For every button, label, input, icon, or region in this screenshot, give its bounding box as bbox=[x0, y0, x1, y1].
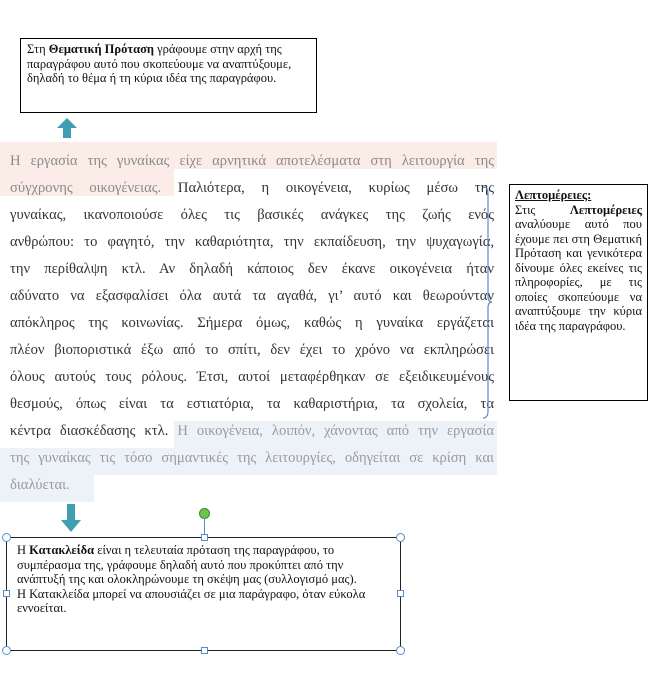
closing-note: Η Κατακλείδα μπορεί να απουσιάζει σε μια παράγραφο, όταν εύκολα εννοείται. bbox=[17, 586, 366, 615]
paragraph-line: θεσμούς, όπως είναι τα εστιατόρια, τα καθαριστήρια, τα σχολεία, τα bbox=[10, 396, 494, 412]
paragraph-line: σύγχρονης οικογένειας. Παλιότερα, η οικογένεια, κυρίως μέσω της bbox=[10, 180, 494, 196]
resize-handle-bottom-right[interactable] bbox=[396, 646, 405, 655]
details-prefix: Στις bbox=[515, 202, 570, 217]
paragraph-line: όλους αυτούς τους ρόλους. Έτσι, αυτοί μεταφέρθηκαν σε εξειδικευμένους bbox=[10, 369, 494, 385]
details-description: αναλύουμε αυτό που έχουμε πει στη Θεματική Πρόταση και γενικότερα δίνουμε όλες εκείνες τις πληροφορίες, με τις οποίες σκοπεύουμε να αναπτύξουμε την κύρια ιδέα της παραγράφου. bbox=[515, 217, 642, 333]
topic-prefix: Στη bbox=[27, 42, 49, 56]
closing-sentence-box[interactable] bbox=[6, 537, 401, 651]
topic-term: Θεματική Πρόταση bbox=[48, 42, 154, 56]
topic-sentence-box bbox=[20, 38, 317, 113]
closing-term: Κατακλείδα bbox=[29, 543, 95, 557]
resize-handle-top-right[interactable] bbox=[396, 533, 405, 542]
paragraph-line: της γυναίκας τις τόσο σημαντικές της λειτουργίες, οδηγείται σε κρίση και bbox=[10, 450, 494, 466]
resize-handle-bottom[interactable] bbox=[201, 647, 208, 654]
details-box bbox=[509, 184, 648, 401]
paragraph-line: ανθρώπου: το φαγητό, την καθαριότητα, την εκπαίδευση, την ψυχαγωγία, bbox=[10, 234, 494, 250]
paragraph-line: γυναίκας, ικανοποιούσε όλες τις βασικές ανάγκες της ζωής ενός bbox=[10, 207, 494, 223]
paragraph-line: κέντρα διασκέδασης κτλ. Η οικογένεια, λοιπόν, χάνοντας από την εργασία bbox=[10, 423, 494, 439]
topic-description: γράφουμε στην αρχή της παραγράφου αυτό που σκοπεύουμε να αναπτύξουμε, δηλαδή το θέμα ή τη κύρια ιδέα της παραγράφου. bbox=[27, 42, 292, 85]
paragraph-line: διαλύεται. bbox=[10, 477, 70, 493]
arrow-down-icon bbox=[59, 503, 83, 533]
paragraph-line: την περίθαλψη κτλ. Αν δηλαδή κάποιος δεν έκανε οικογένεια ήταν bbox=[10, 261, 494, 277]
paragraph-line: πλέον βιοποριστικά έξω από το σπίτι, δεν έχει το χρόνο να εκπληρώσει bbox=[10, 342, 494, 358]
paragraph-line: Η εργασία της γυναίκας είχε αρνητικά αποτελέσματα στη λειτουργία της bbox=[10, 153, 494, 169]
resize-handle-right[interactable] bbox=[397, 590, 404, 597]
resize-handle-top-left[interactable] bbox=[2, 533, 11, 542]
right-bracket-icon bbox=[482, 186, 492, 419]
resize-handle-bottom-left[interactable] bbox=[2, 646, 11, 655]
resize-handle-top[interactable] bbox=[201, 534, 208, 541]
arrow-up-icon bbox=[55, 117, 79, 139]
resize-handle-left[interactable] bbox=[3, 590, 10, 597]
details-term: Λεπτομέρειες bbox=[569, 202, 642, 217]
closing-paragraph: Η Κατακλείδα είναι η τελευταία πρόταση της παραγράφου, το συμπέρασμα της, γράφουμε δηλαδή αυτό που προκύπτει από την ανάπτυξή της και ολοκληρώνουμε τη σκέψη μας (συλλογισμό μας). bbox=[17, 543, 357, 586]
paragraph-line: αδύνατο να εξασφαλίσει όλα αυτά τα αγαθά, γι’ αυτό και θεωρούνταν bbox=[10, 288, 494, 304]
details-title: Λεπτομέρειες: bbox=[515, 188, 592, 202]
paragraph-line: απόκληρος της κοινωνίας. Σήμερα όμως, καθώς η γυναίκα εργάζεται bbox=[10, 315, 494, 331]
